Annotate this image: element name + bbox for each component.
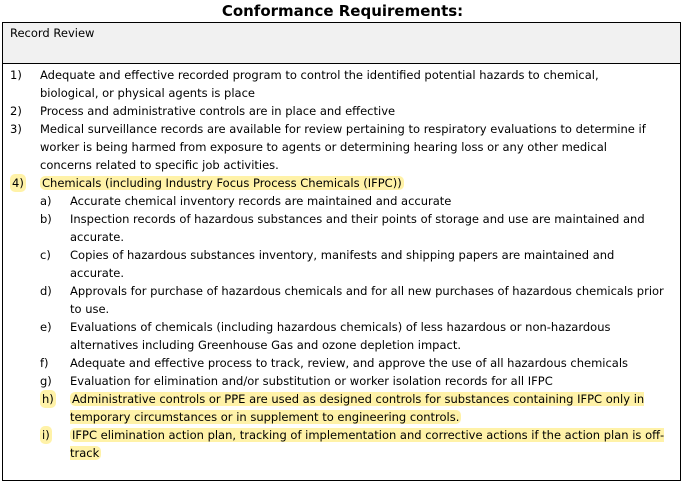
- item-text: [70, 318, 670, 354]
- item-text: [70, 246, 670, 282]
- item-number: i): [42, 428, 50, 442]
- item-text-content: Accurate chemical inventory records are maintained and accurate: [70, 194, 452, 208]
- list-item: [3, 210, 680, 246]
- list-item: [3, 372, 680, 390]
- item-number: a): [40, 194, 52, 208]
- item-number: e): [40, 320, 52, 334]
- item-text: [40, 174, 660, 192]
- list-item: [3, 66, 680, 102]
- list-item: [3, 120, 680, 174]
- list-item: [3, 426, 680, 462]
- item-text: [70, 282, 670, 318]
- item-text-content: Adequate and effective recorded program to control the identified potential hazards to chemical, biological, or physical agents is place: [40, 68, 599, 100]
- list-item: [3, 246, 680, 282]
- list-item: [3, 390, 680, 426]
- requirements-box: [2, 22, 681, 481]
- item-text-content: Copies of hazardous substances inventory, manifests and shipping papers are maintained and accurate.: [70, 248, 615, 280]
- section-header: [3, 23, 680, 64]
- item-text: [40, 66, 660, 102]
- item-text: [70, 354, 670, 372]
- item-text-content: Evaluations of chemicals (including hazardous chemicals) of less hazardous or non-hazardous alternatives including Greenhouse Gas and ozone depletion impact.: [70, 320, 611, 352]
- item-text-content: Chemicals (including Industry Focus Process Chemicals (IFPC)): [42, 176, 402, 190]
- item-text-content: Medical surveillance records are available for review pertaining to respiratory evaluations to determine if worker is being harmed from exposure to agents or determining hearing loss or any other medical concerns related to specific job activities.: [40, 122, 646, 172]
- list-item: [3, 354, 680, 372]
- item-text: [40, 120, 660, 174]
- item-number: 4): [12, 176, 24, 190]
- list-item: [3, 192, 680, 210]
- item-number: c): [40, 248, 51, 262]
- item-text-content: Evaluation for elimination and/or substitution or worker isolation records for all IFPC: [70, 374, 553, 388]
- item-number: h): [42, 392, 54, 406]
- section-label: Record Review: [10, 26, 95, 40]
- item-text: [40, 102, 660, 120]
- item-text: [70, 390, 670, 426]
- item-text: [70, 192, 670, 210]
- list-item: [3, 282, 680, 318]
- item-text-content: Adequate and effective process to track, review, and approve the use of all hazardous chemicals: [70, 356, 629, 370]
- list-item: [3, 174, 680, 192]
- item-number: 2): [10, 104, 22, 118]
- page-title: Conformance Requirements:: [221, 2, 464, 20]
- item-number: b): [40, 212, 52, 226]
- item-number: 1): [10, 68, 22, 82]
- item-text-content: Approvals for purchase of hazardous chemicals and for all new purchases of hazardous chemicals prior to use.: [70, 284, 664, 316]
- item-text: [70, 372, 670, 390]
- requirements-list: [3, 66, 680, 462]
- item-number: d): [40, 284, 52, 298]
- item-text: [70, 210, 670, 246]
- item-text-content: Process and administrative controls are in place and effective: [40, 104, 396, 118]
- item-number: 3): [10, 122, 22, 136]
- list-item: [3, 318, 680, 354]
- item-text: [70, 426, 670, 462]
- item-text-content: Administrative controls or PPE are used as designed controls for substances containing IFPC only in temporary circumstances or in supplement to engineering controls.: [70, 392, 645, 424]
- item-text-content: Inspection records of hazardous substances and their points of storage and use are maintained and accurate.: [70, 212, 645, 244]
- item-number: g): [40, 374, 52, 388]
- list-item: [3, 102, 680, 120]
- item-text-content: IFPC elimination action plan, tracking of implementation and corrective actions if the action plan is off-track: [70, 428, 665, 460]
- item-number: f): [40, 356, 49, 370]
